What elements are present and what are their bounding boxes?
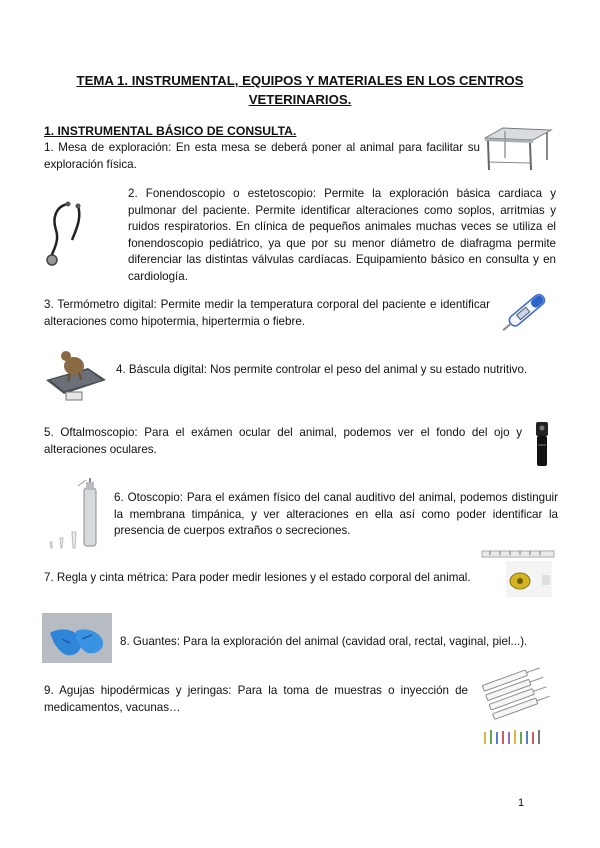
item-7-text: 7. Regla y cinta métrica: Para poder medir lesiones y el estado corporal del animal. [44, 571, 471, 584]
item-1-text: 1. Mesa de exploración: En esta mesa se deberá poner al animal para facilitar su exploración física. [44, 141, 480, 171]
thermometer-icon [500, 284, 556, 336]
item-6-text: 6. Otoscopio: Para el exámen físico del canal auditivo del animal, podemos distinguir la membrana timpánica, y ver alteraciones en ella así como poder identificar la presencia de cuerpos extraños o secreciones. [114, 491, 558, 538]
syringes-icon [478, 666, 558, 748]
gloves-icon [42, 613, 112, 663]
page-title: TEMA 1. INSTRUMENTAL, EQUIPOS Y MATERIALES EN LOS CENTROS VETERINARIOS. [76, 73, 524, 107]
item-3-text: 3. Termómetro digital: Permite medir la temperatura corporal del paciente e identificar alteraciones como hipotermia, hipertermia o fiebre. [44, 298, 490, 328]
item-2-text: 2. Fonendoscopio o estetoscopio: Permite la exploración básica cardiaca y pulmonar del paciente. Permite identificar alteraciones como soplos, arritmias y ruidos respiratorios. En clínica de pequeños animales muchas veces se utiliza el fonendoscopio pediátrico, ya que por su menor diámetro de diafragma permite diferenciar las distintas válvulas cardíacas. Equipamiento básico en consulta y en cardiología. [128, 187, 556, 283]
exam-table-icon [481, 124, 553, 174]
otoscope-icon [46, 478, 102, 550]
item-8-text: 8. Guantes: Para la exploración del animal (cavidad oral, rectal, vaginal, piel...). [120, 635, 528, 648]
digital-scale-icon [44, 346, 108, 402]
item-9-text: 9. Agujas hipodérmicas y jeringas: Para la toma de muestras o inyección de medicamentos, vacunas… [44, 684, 468, 714]
ruler-tape-icon [480, 549, 556, 599]
page-number: 1 [518, 797, 525, 809]
item-5-text: 5. Oftalmoscopio: Para el exámen ocular del animal, podemos ver el fondo del ojo y alteraciones oculares. [44, 426, 522, 456]
item-4-text: 4. Báscula digital: Nos permite controlar el peso del animal y su estado nutritivo. [116, 363, 528, 376]
section-heading: 1. INSTRUMENTAL BÁSICO DE CONSULTA. [44, 124, 297, 138]
ophthalmoscope-icon [532, 420, 552, 468]
stethoscope-icon [42, 200, 86, 266]
